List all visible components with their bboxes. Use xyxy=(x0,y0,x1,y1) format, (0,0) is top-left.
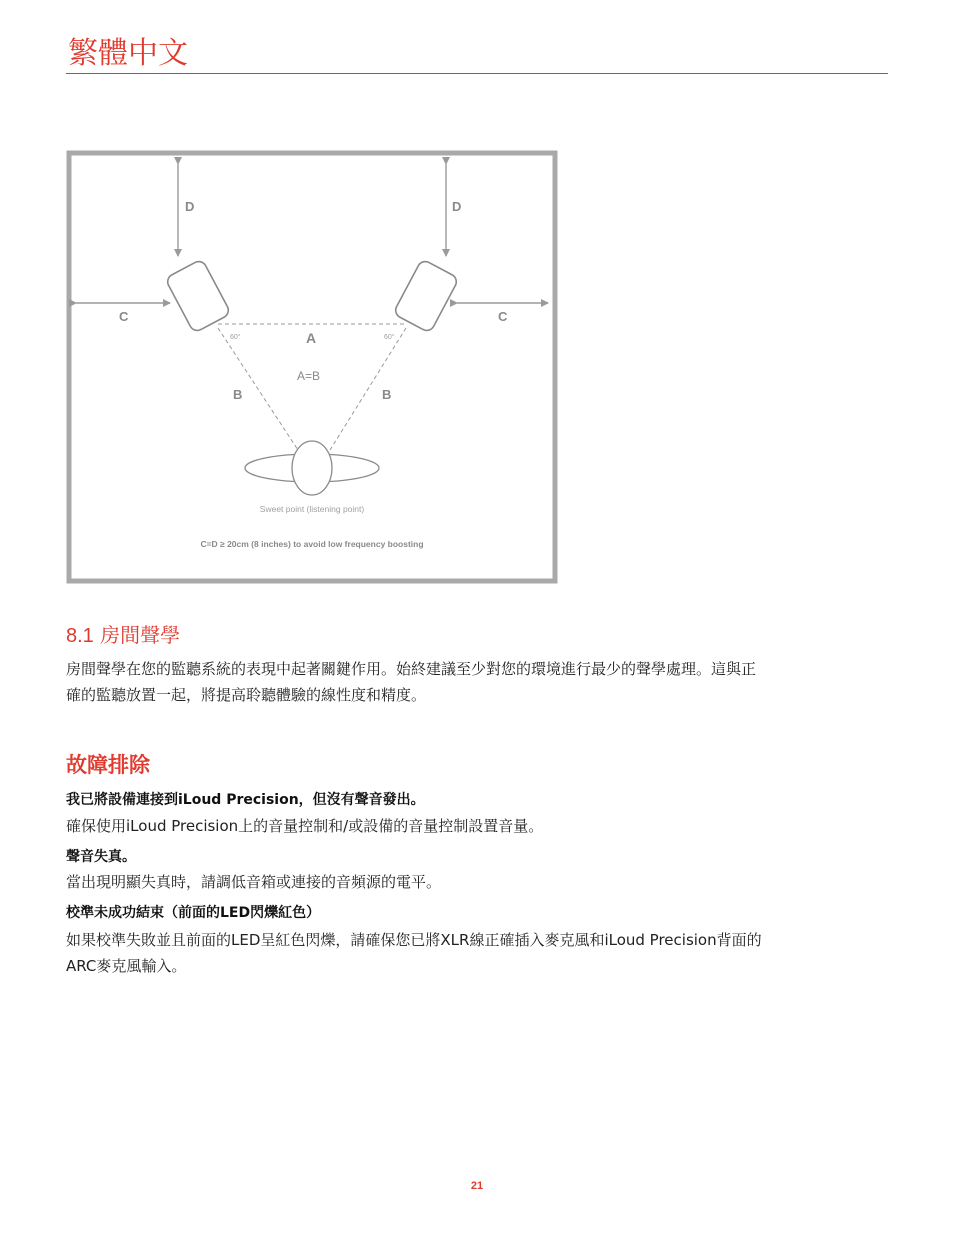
label-angle-left: 60° xyxy=(230,334,241,341)
section-paragraph-line: 房間聲學在您的監聽系統的表現中起著關鍵作用。始終建議至少對您的環境進行最少的聲學處理。這與正 xyxy=(66,660,757,678)
speaker-left xyxy=(165,259,231,333)
label-c-left: C xyxy=(119,309,129,324)
header-divider xyxy=(66,73,888,74)
section-paragraph xyxy=(66,656,866,708)
faq-answer-line: 如果校準失敗並且前面的LED呈紅色閃爍，請確保您已將XLR線正確插入麥克風和iLoud Precision背面的 xyxy=(66,931,762,949)
speaker-right xyxy=(393,259,459,333)
label-d-left: D xyxy=(185,199,195,214)
faq-question: 聲音失真。 xyxy=(66,849,136,865)
distance-b-left-line xyxy=(218,328,298,450)
section-number: 8.1 xyxy=(66,625,94,647)
troubleshooting-heading: 故障排除 xyxy=(66,752,150,777)
faq-answer: 確保使用iLoud Precision上的音量控制和/或設備的音量控制設置音量。 xyxy=(66,817,544,835)
speaker-placement-diagram xyxy=(66,150,560,586)
faq-question: 校準未成功結束（前面的LED閃爍紅色） xyxy=(66,905,321,921)
distance-b-right-line xyxy=(330,328,406,450)
faq-answer-line: ARC麥克風輸入。 xyxy=(66,957,187,975)
page-number: 21 xyxy=(470,1180,484,1192)
label-angle-right: 60° xyxy=(384,334,395,341)
label-b-left: B xyxy=(233,387,243,402)
label-a: A xyxy=(306,330,317,346)
label-c-right: C xyxy=(498,309,508,324)
label-b-right: B xyxy=(382,387,392,402)
label-footnote: C=D ≥ 20cm (8 inches) to avoid low frequency boosting xyxy=(200,539,424,549)
label-a-equals-b: A=B xyxy=(297,369,321,383)
faq-answer xyxy=(66,927,866,979)
section-title: 房間聲學 xyxy=(100,623,181,647)
label-sweet-point: Sweet point (listening point) xyxy=(259,504,365,514)
page-header-title: 繁體中文 xyxy=(68,36,188,71)
faq-question: 我已將設備連接到iLoud Precision，但沒有聲音發出。 xyxy=(66,792,425,808)
section-paragraph-line: 確的監聽放置一起，將提高聆聽體驗的線性度和精度。 xyxy=(66,686,427,704)
section-heading xyxy=(66,621,180,650)
label-d-right: D xyxy=(452,199,462,214)
faq-answer: 當出現明顯失真時，請調低音箱或連接的音頻源的電平。 xyxy=(66,873,442,891)
room-outline xyxy=(69,153,555,581)
listener-head xyxy=(292,441,332,495)
